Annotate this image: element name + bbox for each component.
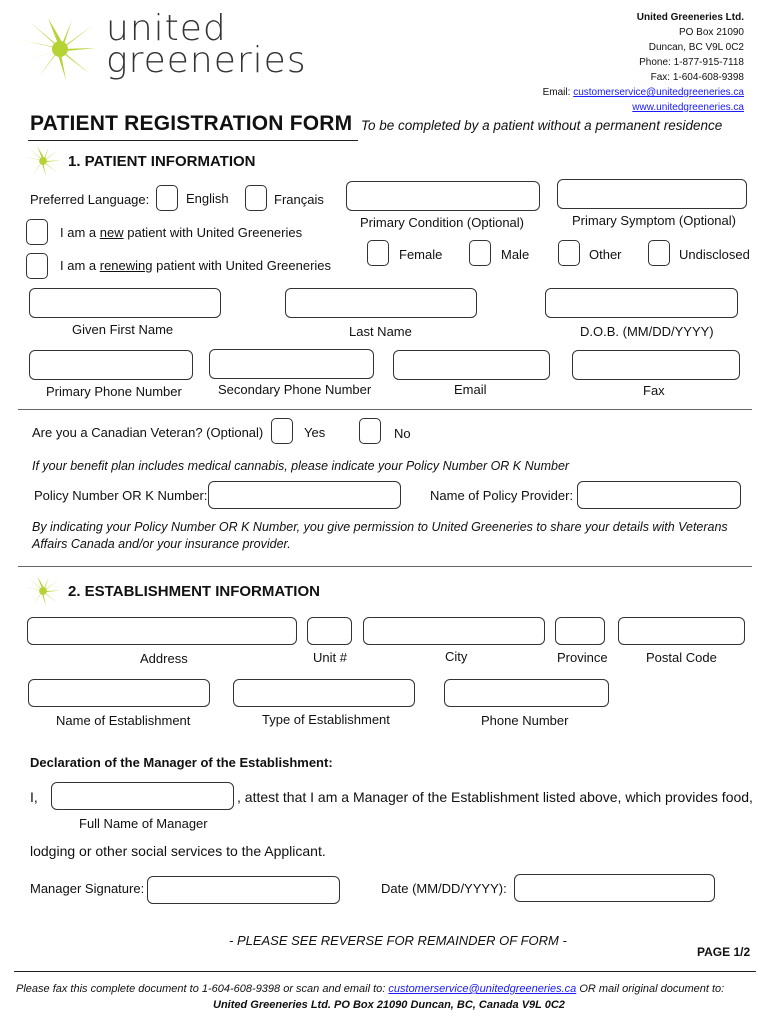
company-contact	[543, 10, 744, 115]
footer-instr-1: Please fax this complete document to 1-604-608-9398 or scan and email to:	[16, 983, 386, 995]
province-label: Province	[557, 650, 608, 665]
section2-divider	[18, 566, 752, 567]
form-subtitle: To be completed by a patient without a permanent residence	[361, 118, 723, 133]
page-number: PAGE 1/2	[697, 945, 751, 959]
secondary-phone-field[interactable]	[209, 349, 374, 379]
undisclosed-checkbox[interactable]	[648, 240, 670, 266]
male-checkbox[interactable]	[469, 240, 491, 266]
english-label: English	[186, 191, 229, 206]
declaration-title: Declaration of the Manager of the Establishment:	[30, 755, 333, 770]
male-label: Male	[501, 247, 530, 262]
reverse-note: - PLEASE SEE REVERSE FOR REMAINDER OF FORM -	[229, 933, 567, 948]
form-title: PATIENT REGISTRATION FORM	[30, 112, 353, 135]
company-po: PO Box 21090	[678, 27, 744, 38]
logo-line1: united	[106, 8, 227, 49]
company-fax: Fax: 1-604-608-9398	[650, 72, 744, 83]
veteran-yes-checkbox[interactable]	[271, 418, 293, 444]
unit-label: Unit #	[313, 650, 347, 665]
unit-field[interactable]	[307, 617, 352, 645]
new-word: new	[99, 225, 124, 240]
postal-code-label: Postal Code	[646, 650, 717, 665]
section1-heading: 1. PATIENT INFORMATION	[68, 153, 256, 170]
company-email-label: Email:	[542, 87, 571, 98]
company-phone: Phone: 1-877-915-7118	[639, 57, 744, 68]
renew-word: renewing	[99, 258, 153, 273]
primary-symptom-field[interactable]	[557, 179, 747, 209]
company-email-link[interactable]: customerservice@unitedgreeneries.ca	[573, 87, 744, 98]
postal-code-field[interactable]	[618, 617, 745, 645]
policy-number-field[interactable]	[208, 481, 401, 509]
establishment-type-label: Type of Establishment	[262, 712, 390, 727]
policy-provider-field[interactable]	[577, 481, 741, 509]
other-label: Other	[589, 247, 622, 262]
email-label: Email	[454, 382, 487, 397]
manager-name-field[interactable]	[51, 782, 234, 810]
veteran-question: Are you a Canadian Veteran? (Optional)	[32, 425, 264, 440]
company-name: United Greeneries Ltd.	[636, 12, 744, 23]
new-suffix: patient with United Greeneries	[127, 225, 303, 240]
primary-phone-field[interactable]	[29, 350, 193, 380]
veteran-yes-label: Yes	[304, 425, 326, 440]
female-checkbox[interactable]	[367, 240, 389, 266]
company-web-link[interactable]: www.unitedgreeneries.ca	[632, 102, 744, 113]
section1-star-icon	[24, 146, 62, 176]
manager-name-label: Full Name of Manager	[79, 816, 208, 831]
renew-suffix: patient with United Greeneries	[156, 258, 332, 273]
establishment-name-label: Name of Establishment	[56, 713, 191, 728]
preferred-language-label: Preferred Language:	[30, 192, 150, 207]
title-rule	[28, 140, 358, 141]
renewing-patient-label	[60, 258, 331, 273]
last-name-field[interactable]	[285, 288, 477, 318]
renew-prefix: I am a	[60, 258, 97, 273]
date-label: Date (MM/DD/YYYY):	[381, 881, 507, 896]
establishment-name-field[interactable]	[28, 679, 210, 707]
new-prefix: I am a	[60, 225, 97, 240]
city-label: City	[445, 649, 468, 664]
logo	[22, 8, 307, 84]
footer-address: United Greeneries Ltd. PO Box 21090 Duncan, BC, Canada V9L 0C2	[213, 999, 565, 1011]
manager-signature-label: Manager Signature:	[30, 881, 145, 896]
permission-note-1: By indicating your Policy Number OR K Number, you give permission to United Greeneries to share your details with Veterans	[32, 520, 728, 534]
declaration-i: I,	[30, 789, 38, 805]
undisclosed-label: Undisclosed	[679, 247, 750, 262]
dob-field[interactable]	[545, 288, 738, 318]
new-patient-checkbox[interactable]	[26, 219, 48, 245]
secondary-phone-label: Secondary Phone Number	[218, 382, 372, 397]
other-checkbox[interactable]	[558, 240, 580, 266]
francais-label: Français	[274, 192, 324, 207]
footer-instructions	[16, 983, 724, 995]
section1-divider	[18, 409, 752, 410]
primary-condition-field[interactable]	[346, 181, 540, 211]
section2-heading: 2. ESTABLISHMENT INFORMATION	[68, 583, 320, 600]
female-label: Female	[399, 247, 443, 262]
declaration-attest: , attest that I am a Manager of the Establishment listed above, which provides food,	[237, 789, 753, 805]
given-first-name-field[interactable]	[29, 288, 221, 318]
veteran-no-label: No	[394, 426, 411, 441]
policy-provider-label: Name of Policy Provider:	[430, 488, 574, 503]
fax-label: Fax	[643, 383, 665, 398]
last-name-label: Last Name	[349, 324, 412, 339]
establishment-phone-label: Phone Number	[481, 713, 569, 728]
logo-mark-icon	[22, 18, 98, 80]
section2-star-icon	[24, 576, 62, 606]
primary-symptom-label: Primary Symptom (Optional)	[572, 213, 736, 228]
veteran-no-checkbox[interactable]	[359, 418, 381, 444]
address-field[interactable]	[27, 617, 297, 645]
fax-field[interactable]	[572, 350, 740, 380]
footer-email-link[interactable]: customerservice@unitedgreeneries.ca	[388, 983, 577, 995]
new-patient-label	[60, 225, 302, 240]
given-first-name-label: Given First Name	[72, 322, 174, 337]
english-checkbox[interactable]	[156, 185, 178, 211]
city-field[interactable]	[363, 617, 545, 645]
declaration-lodging: lodging or other social services to the Applicant.	[30, 843, 326, 859]
manager-signature-field[interactable]	[147, 876, 340, 904]
date-field[interactable]	[514, 874, 715, 902]
renewing-patient-checkbox[interactable]	[26, 253, 48, 279]
primary-condition-label: Primary Condition (Optional)	[360, 215, 525, 230]
company-email-row	[543, 85, 744, 100]
establishment-type-field[interactable]	[233, 679, 415, 707]
company-city: Duncan, BC V9L 0C2	[648, 42, 744, 53]
benefit-note: If your benefit plan includes medical cannabis, please indicate your Policy Number OR K Number	[32, 459, 570, 473]
province-field[interactable]	[555, 617, 605, 645]
logo-line2: greeneries	[106, 40, 307, 81]
footer-instr-2: OR mail original document to:	[579, 983, 725, 995]
primary-phone-label: Primary Phone Number	[46, 384, 182, 399]
dob-label: D.O.B. (MM/DD/YYYY)	[580, 324, 714, 339]
permission-note-2: Affairs Canada and/or your insurance provider.	[32, 537, 291, 551]
francais-checkbox[interactable]	[245, 185, 267, 211]
address-label: Address	[140, 651, 188, 666]
policy-number-label: Policy Number OR K Number:	[34, 488, 208, 503]
email-field[interactable]	[393, 350, 550, 380]
establishment-phone-field[interactable]	[444, 679, 609, 707]
footer-rule	[14, 971, 756, 972]
